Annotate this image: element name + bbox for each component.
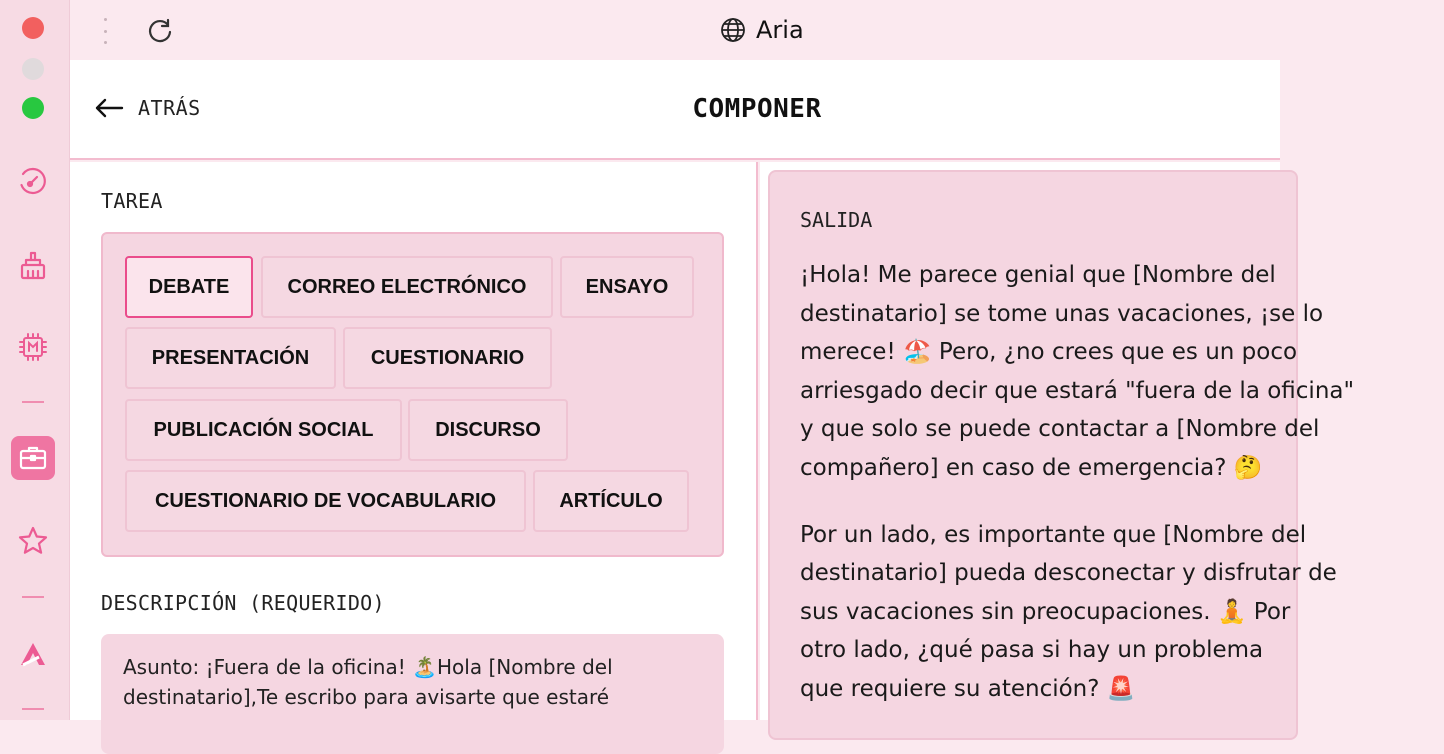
task-option-social-post[interactable]: PUBLICACIÓN SOCIAL (125, 399, 402, 461)
output-paragraph (800, 256, 1440, 488)
output-line: Por un lado, es importante que [Nombre del (800, 521, 1307, 548)
output-box (768, 170, 1355, 740)
output-panel (760, 162, 1355, 720)
output-line: sus vacaciones sin preocupaciones. 🧘 Por (800, 598, 1291, 625)
task-option-essay[interactable]: ENSAYO (560, 256, 694, 318)
task-option-debate[interactable]: DEBATE (125, 256, 253, 318)
task-option-quiz[interactable]: CUESTIONARIO (343, 327, 552, 389)
output-line: ¡Hola! Me parece genial que [Nombre del (800, 262, 1276, 288)
output-line: destinatario] se tome unas vacaciones, ¡se lo (800, 300, 1324, 327)
back-label: ATRÁS (138, 96, 201, 120)
speedometer-icon[interactable] (14, 162, 52, 200)
task-option-email[interactable]: CORREO ELECTRÓNICO (261, 256, 553, 318)
compose-form (70, 162, 758, 720)
page-title: COMPONER (692, 94, 822, 124)
chip-icon[interactable] (14, 328, 52, 366)
page-header (70, 60, 1280, 160)
title-bar (70, 0, 1280, 60)
output-line: arriesgado decir que estará "fuera de la oficina" (800, 377, 1355, 404)
app-logo-icon[interactable] (14, 636, 52, 674)
output-label: SALIDA (800, 208, 873, 232)
sidebar-divider (22, 708, 44, 710)
more-options-icon[interactable] (102, 18, 108, 44)
output-line: otro lado, ¿qué pasa si hay un problema (800, 637, 1264, 664)
globe-icon (720, 17, 746, 43)
output-text (800, 256, 1440, 737)
output-paragraph (800, 516, 1440, 709)
task-option-speech[interactable]: DISCURSO (408, 399, 568, 461)
description-line: Asunto: ¡Fuera de la oficina! 🏝️Hola [Nombre del (123, 655, 613, 679)
task-options (101, 232, 724, 557)
output-line: y que solo se puede contactar a [Nombre del (800, 416, 1320, 443)
task-option-presentation[interactable]: PRESENTACIÓN (125, 327, 336, 389)
broom-icon[interactable] (14, 246, 52, 284)
output-line: merece! 🏖️ Pero, ¿no crees que es un poco (800, 339, 1298, 366)
output-line: que requiere su atención? 🚨 (800, 675, 1136, 702)
sidebar (0, 0, 70, 720)
task-option-article[interactable]: ARTÍCULO (533, 470, 689, 532)
sidebar-divider (22, 596, 44, 598)
task-label: TAREA (101, 189, 163, 213)
window-maximize-button[interactable] (22, 97, 44, 119)
description-label: DESCRIPCIÓN (REQUERIDO) (101, 591, 385, 615)
app-title-text: Aria (756, 16, 804, 44)
window-close-button[interactable] (22, 17, 44, 39)
app-title (720, 16, 804, 44)
description-input[interactable] (101, 634, 724, 754)
briefcase-icon[interactable] (11, 436, 55, 480)
output-line: compañero] en caso de emergencia? 🤔 (800, 454, 1263, 481)
output-line: destinatario] pueda desconectar y disfrutar de (800, 560, 1337, 587)
description-line: destinatario],Te escribo para avisarte que estaré (123, 685, 610, 709)
reload-icon[interactable] (146, 17, 174, 45)
sidebar-divider (22, 401, 44, 403)
star-icon[interactable] (14, 522, 52, 560)
task-option-vocabulary-quiz[interactable]: CUESTIONARIO DE VOCABULARIO (125, 470, 526, 532)
window-minimize-button[interactable] (22, 58, 44, 80)
